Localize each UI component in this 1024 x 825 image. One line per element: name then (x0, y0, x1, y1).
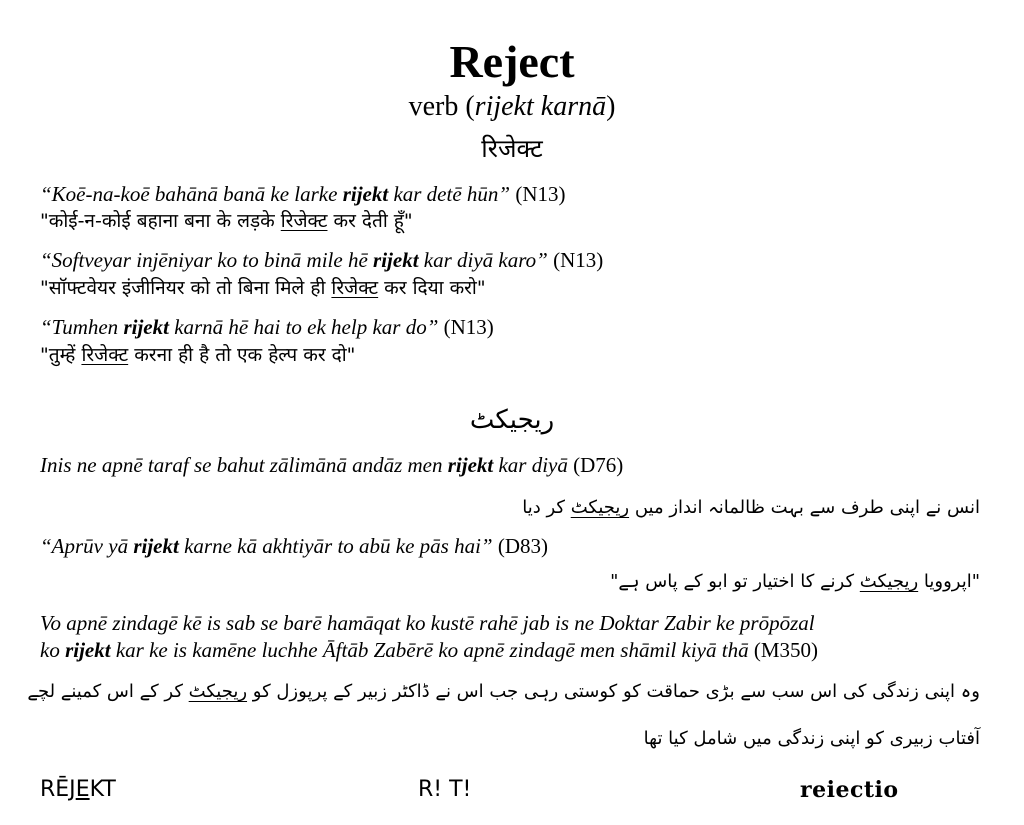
footer-stress-pattern: R! T! (418, 777, 472, 802)
example-source: (N13) (553, 248, 604, 272)
hindi-example-2-devanagari: "सॉफ्टवेयर इंजीनियर को तो बिना मिले ही रिजेक्ट कर दिया करो" (40, 277, 486, 299)
pos-transliteration: rijekt karnā (474, 91, 607, 122)
hindi-example-1-devanagari: "कोई-न-कोई बहाना बना के लड़के रिजेक्ट कर देती हूँ" (40, 210, 413, 232)
long-example-romanized (40, 610, 990, 664)
hindi-example-2-romanized: “Softveyar injēniyar ko to binā mile hē rijekt kar diyā karo” (N13) (40, 248, 604, 272)
pos-close-paren: ) (606, 91, 616, 122)
example-source: (N13) (443, 315, 494, 339)
hindi-example-3-romanized: “Tumhen rijekt karnā hē hai to ek help kar do” (N13) (40, 315, 494, 339)
part-of-speech-line (0, 90, 1024, 124)
example-source: (D76) (573, 453, 624, 477)
example-source: (D83) (497, 534, 549, 558)
example-source: (N13) (515, 182, 566, 206)
entry-headword: Reject (449, 36, 575, 87)
footer-etymon: reiectio (800, 777, 899, 803)
urdu-headword: ریجیکٹ (469, 405, 555, 435)
example-source: (M350) (753, 638, 819, 662)
urdu-example-2-romanized: “Aprūv yā rijekt karne kā akhtiyār to abū ke pās hai” (D83) (40, 534, 549, 558)
urdu-example-2-nastaliq: "اپروویا ریجیکٹ کرنے کا اختیار تو ابو کے پاس ہے" (610, 571, 980, 592)
hindi-example-1-romanized: “Koē-na-koē bahānā banā ke larke rijekt kar detē hūn” (N13) (40, 182, 566, 206)
pos-open-paren: ( (465, 91, 475, 122)
long-example-urdu-line-1: وہ اپنی زندگی کی اس سب سے بڑی حماقت کو کوستی رہی جب اس نے ڈاکٹر زبیر کے پرپوزل کو ریجیکٹ کر کے اس کمینے لچے (27, 681, 980, 702)
long-example-line-2: ko rijekt kar ke is kamēne luchhe Āftāb Zabērē ko apnē zindagē men shāmil kiyā thā (M350) (40, 638, 819, 662)
devanagari-headword: रिजेक्ट (481, 134, 543, 163)
footer-pronunciation: RĒJEKT (40, 777, 116, 802)
hindi-example-3-devanagari: "तुम्हें रिजेक्ट करना ही है तो एक हेल्प कर दो" (40, 344, 356, 366)
urdu-example-1-nastaliq: انس نے اپنی طرف سے بہت ظالمانہ انداز میں ریجیکٹ کر دیا (522, 497, 980, 518)
long-example-urdu-line-2: آفتاب زبیری کو اپنی زندگی میں شامل کیا تھا (643, 728, 980, 749)
part-of-speech: verb (408, 91, 459, 122)
long-example-line-1: Vo apnē zindagē kē is sab se barē hamāqat ko kustē rahē jab is ne Doktar Zabir ke prōpōzal (40, 611, 815, 635)
urdu-example-1-romanized: Inis ne apnē taraf se bahut zālimānā andāz men rijekt kar diyā (D76) (40, 453, 624, 477)
